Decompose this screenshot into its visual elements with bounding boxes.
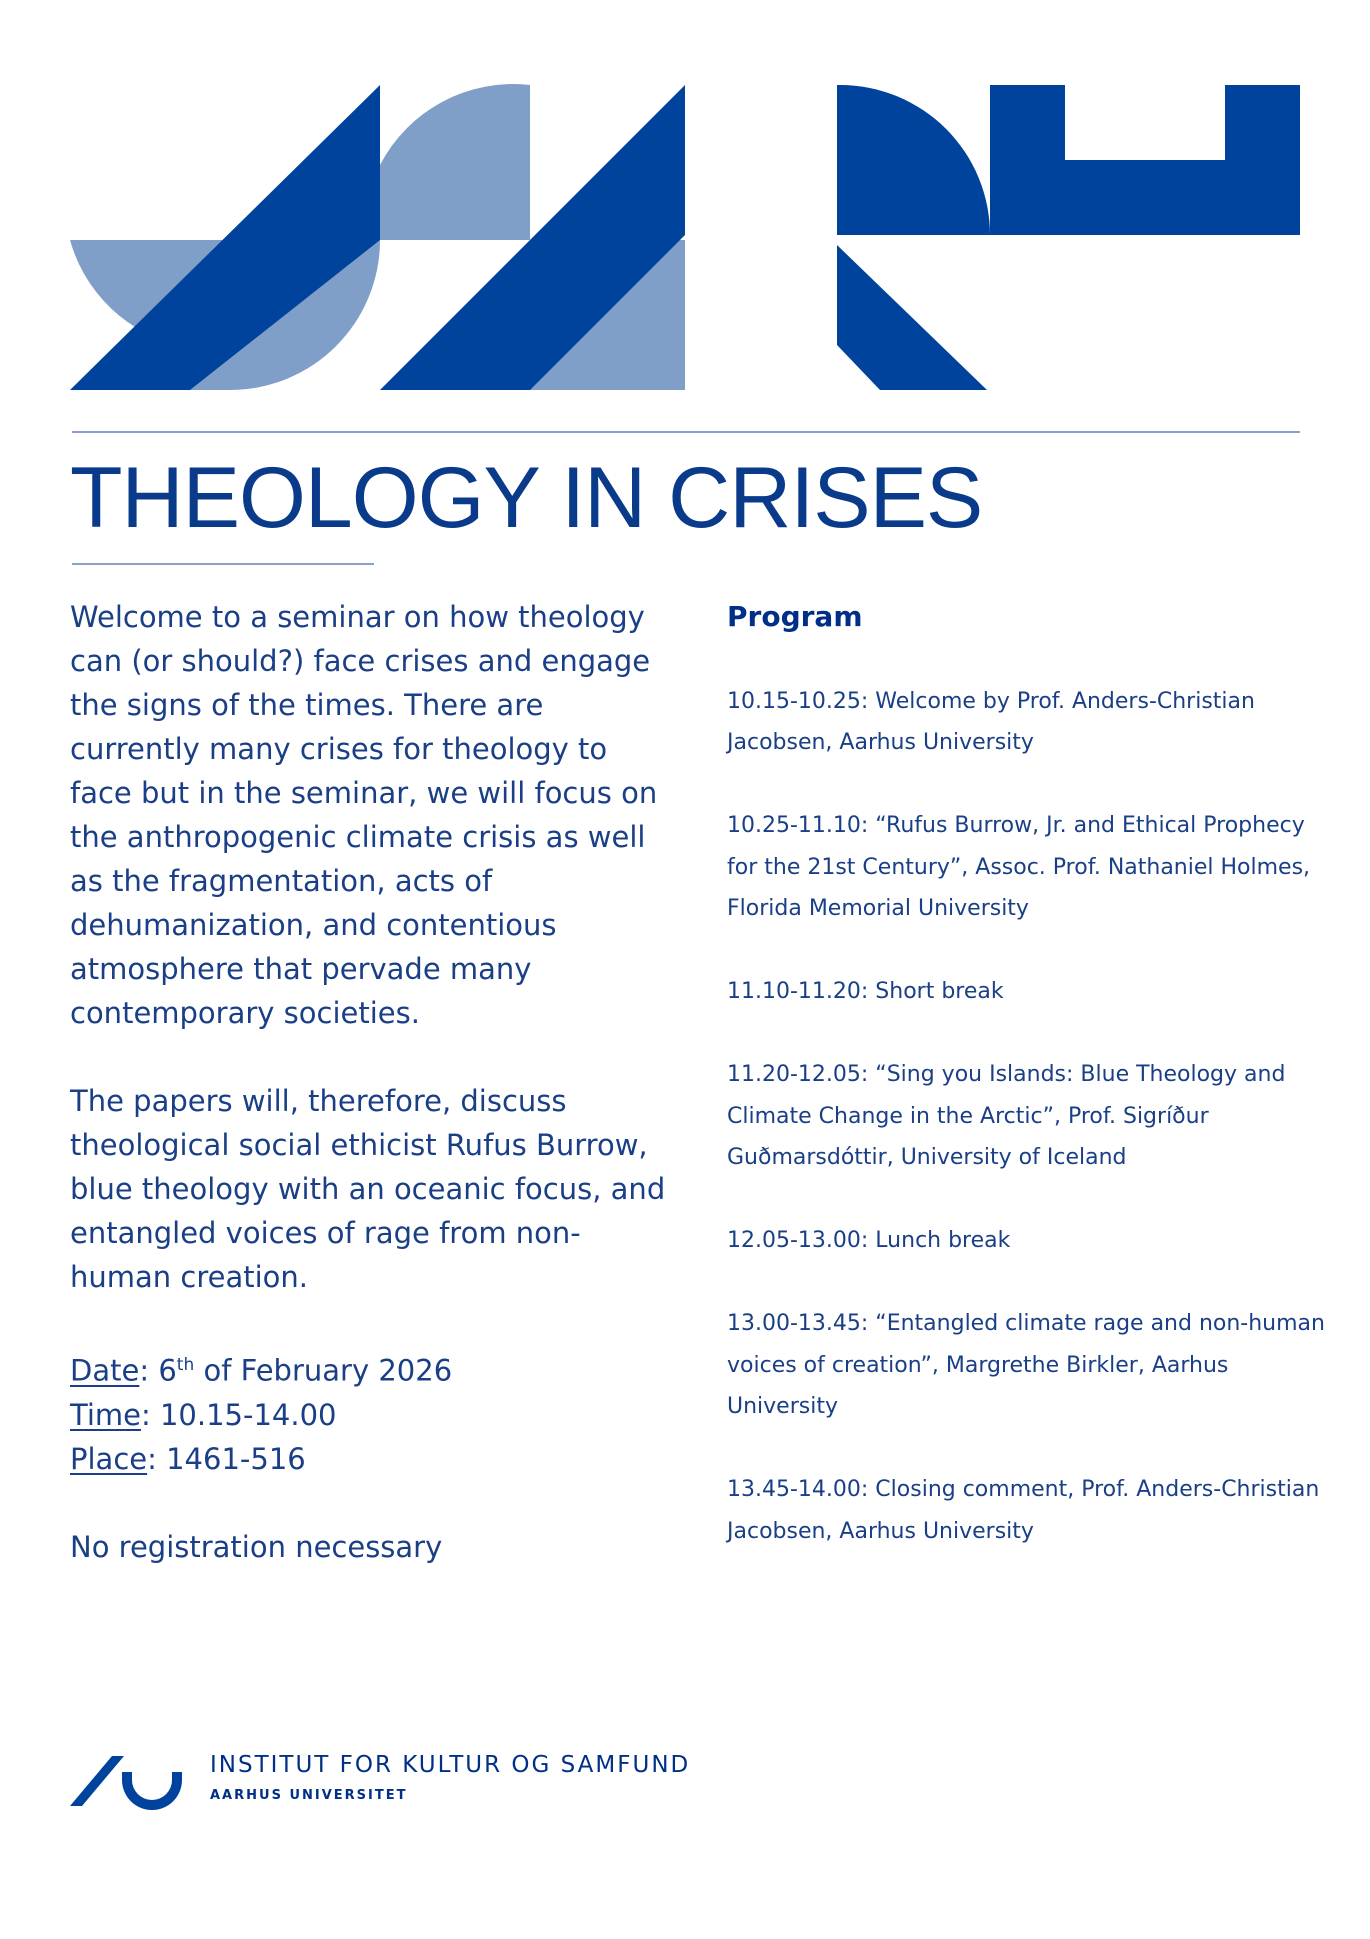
program-item: 13.45-14.00: Closing comment, Prof. Anders-Christian Jacobsen, Aarhus University bbox=[727, 1477, 1320, 1544]
time-label: Time bbox=[70, 1397, 141, 1432]
program-item: 12.05-13.00: Lunch break bbox=[727, 1228, 1011, 1253]
au-logo-icon bbox=[70, 1750, 185, 1810]
program-item: 13.00-13.45: “Entangled climate rage and non-human voices of creation”, Margrethe Birkler, Aarhus University bbox=[727, 1311, 1325, 1419]
header-rule bbox=[72, 431, 1300, 433]
title-underline bbox=[72, 563, 374, 565]
program-item: 10.25-11.10: “Rufus Burrow, Jr. and Ethical Prophecy for the 21st Century”, Assoc. Prof. Nathaniel Holmes, Florida Memorial University bbox=[727, 813, 1311, 921]
intro-paragraph: Welcome to a seminar on how theology can (or should?) face crises and engage the signs of the times. There are currently many crises for theology to face but in the seminar, we will focus on the anthropogenic climate crisis as well as the fragmentation, acts of dehumanization, and contentious atmosphere that pervade many contemporary societies. bbox=[70, 600, 658, 1030]
program-column bbox=[727, 595, 1327, 1594]
event-details bbox=[70, 1343, 670, 1481]
date-label: Date bbox=[70, 1353, 140, 1388]
date-rest: of February 2026 bbox=[194, 1353, 453, 1388]
program-item: 10.15-10.25: Welcome by Prof. Anders-Christian Jacobsen, Aarhus University bbox=[727, 688, 1255, 755]
page-title: THEOLOGY IN CRISES bbox=[70, 450, 983, 546]
program-heading: Program bbox=[727, 600, 863, 633]
registration-note: No registration necessary bbox=[70, 1529, 443, 1564]
header-graphic bbox=[0, 0, 1370, 400]
time-value: : 10.15-14.00 bbox=[140, 1397, 337, 1432]
university-name: AARHUS UNIVERSITET bbox=[210, 1788, 408, 1803]
date-day: 6 bbox=[158, 1353, 177, 1388]
papers-paragraph: The papers will, therefore, discuss theological social ethicist Rufus Burrow, blue theology with an oceanic focus, and entangled voices of rage from non-human creation. bbox=[70, 1084, 666, 1294]
program-item: 11.10-11.20: Short break bbox=[727, 979, 1004, 1004]
intro-column bbox=[70, 595, 670, 1613]
place-line bbox=[70, 1437, 670, 1481]
place-label: Place bbox=[70, 1441, 148, 1476]
program-item: 11.20-12.05: “Sing you Islands: Blue Theology and Climate Change in the Arctic”, Prof. Sigríður Guðmarsdóttir, University of Iceland bbox=[727, 1062, 1286, 1170]
time-line bbox=[70, 1393, 670, 1437]
date-line: Date: 6th of February 2026 bbox=[70, 1353, 453, 1388]
place-value: : 1461-516 bbox=[147, 1441, 306, 1476]
date-suffix: th bbox=[176, 1355, 195, 1375]
institute-name: INSTITUT FOR KULTUR OG SAMFUND bbox=[210, 1752, 691, 1778]
